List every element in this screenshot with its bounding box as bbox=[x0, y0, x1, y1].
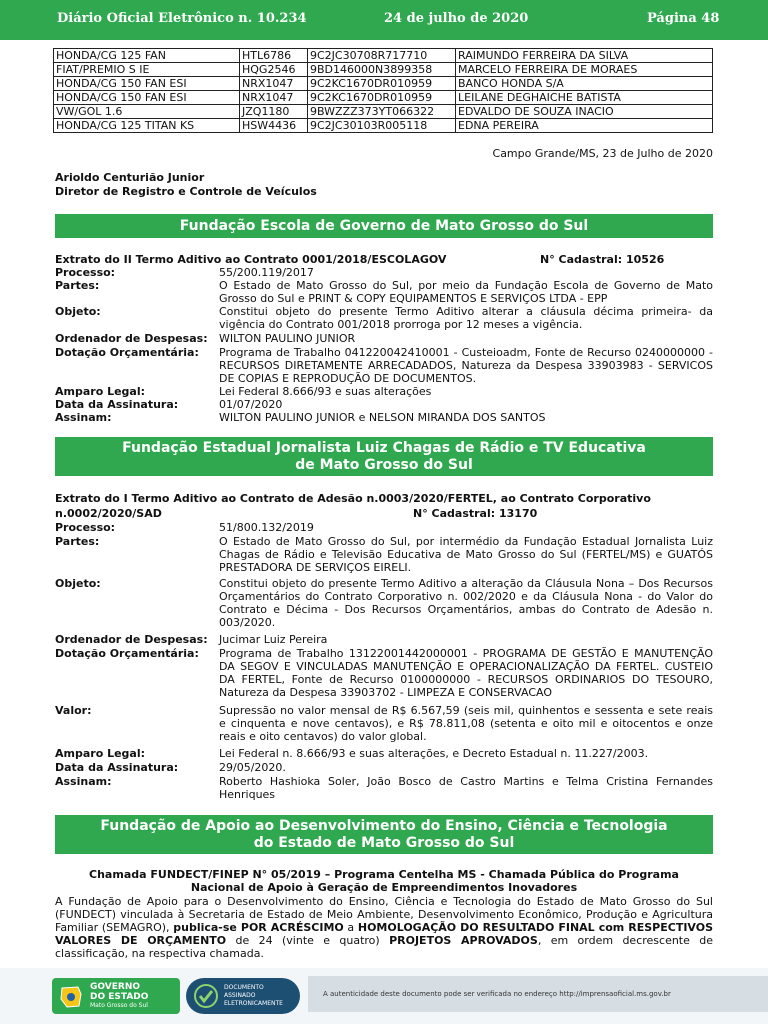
legal-basis-label: Amparo Legal: bbox=[55, 385, 146, 398]
table-cell: EDNA PEREIRA bbox=[456, 119, 713, 133]
badge-text: DOCUMENTO bbox=[224, 984, 264, 991]
table-cell: 9C2KC1670DR010959 bbox=[308, 91, 456, 105]
signature-date-label: Data da Assinatura: bbox=[55, 398, 179, 411]
signatory-name: Arioldo Centurião Junior bbox=[55, 171, 205, 184]
paragraph-emphasis: publica-se POR ACRÉSCIMO bbox=[173, 921, 344, 934]
table-cell: HSW4436 bbox=[240, 119, 308, 133]
signers-value: Roberto Hashioka Soler, João Bosco de Castro Martins e Telma Cristina Fernandes Henriques bbox=[219, 775, 713, 801]
table-cell: MARCELO FERREIRA DE MORAES bbox=[456, 63, 713, 77]
banner-line: Fundação Estadual Jornalista Luiz Chagas de Rádio e TV Educativa bbox=[122, 440, 646, 456]
object-label: Objeto: bbox=[55, 305, 101, 318]
legal-basis-value: Lei Federal 8.666/93 e suas alterações bbox=[219, 385, 432, 398]
authorizer-label: Ordenador de Despesas: bbox=[55, 633, 208, 646]
table-row bbox=[54, 49, 713, 63]
journal-date: 24 de julho de 2020 bbox=[384, 11, 529, 26]
authenticity-notice: A autenticidade deste documento pode ser verificada no endereço http://imprensaoficial.ms.gov.br bbox=[323, 990, 671, 998]
signature-date-value: 01/07/2020 bbox=[219, 398, 283, 411]
cadastral-number: N° Cadastral: 13170 bbox=[413, 507, 538, 520]
paragraph-text: de 24 (vinte e quatro) bbox=[226, 934, 390, 947]
budget-value: Programa de Trabalho 13122001442000001 - PROGRAMA DE GESTÃO E MANUTENÇÃO DA SEGOV E VINCULADAS MANUTENÇÃO E OPERACIONALIZAÇÃO DA FERTEL. CUSTEIO DA FERTEL, Fonte de Recurso 0100000000 - RECURSOS ORDINARIOS DO TESOURO, Natureza da Despesa 33903702 - LIMPEZA E CONSERVACAO bbox=[219, 647, 713, 699]
place-date: Campo Grande/MS, 23 de Julho de 2020 bbox=[492, 147, 713, 160]
budget-label: Dotação Orçamentária: bbox=[55, 346, 199, 359]
table-cell: HONDA/CG 125 TITAN KS bbox=[54, 119, 240, 133]
table-cell: HONDA/CG 150 FAN ESI bbox=[54, 77, 240, 91]
table-cell: NRX1047 bbox=[240, 77, 308, 91]
object-value: Constitui objeto do presente Termo Aditivo a alteração da Cláusula Nona – Dos Recursos Orçamentários do Contrato Corporativo n. 002/2020 e da Cláusula Nona - do Valor do Contrato e Décima - Dos Recursos Orçamentários, ambas do Contrato de Adesão n. 003/2020. bbox=[219, 577, 713, 629]
value-label: Valor: bbox=[55, 704, 92, 717]
object-value: Constitui objeto do presente Termo Aditivo alterar a cláusula décima primeira- da vigência do Contrato 001/2018 prorroga por 12 meses a vigência. bbox=[219, 305, 713, 331]
section-banner-fertel bbox=[55, 437, 713, 476]
extract-title: Extrato do II Termo Aditivo ao Contrato 0001/2018/ESCOLAGOV bbox=[55, 253, 447, 266]
call-paragraph bbox=[55, 895, 713, 960]
gov-logo-text: Mato Grosso do Sul bbox=[90, 1002, 148, 1009]
gov-logo-text: DO ESTADO bbox=[90, 992, 149, 1002]
table-cell: 9C2JC30103R005118 bbox=[308, 119, 456, 133]
call-heading-line: Chamada FUNDECT/FINEP N° 05/2019 – Programa Centelha MS - Chamada Pública do Programa bbox=[89, 868, 679, 881]
parties-value: O Estado de Mato Grosso do Sul, por intermédio da Fundação Estadual Jornalista Luiz Chagas de Rádio e Televisão Educativa de Mato Grosso do Sul (FERTEL/MS) e GUATÓS PRESTADORA DE SERVIÇOS EIRELI. bbox=[219, 535, 713, 574]
signatory-role: Diretor de Registro e Controle de Veículos bbox=[55, 185, 317, 198]
vehicle-table bbox=[53, 48, 713, 133]
authorizer-value: WILTON PAULINO JUNIOR bbox=[219, 332, 356, 345]
table-row bbox=[54, 119, 713, 133]
badge-text: ELETRONICAMENTE bbox=[224, 1000, 283, 1007]
signers-label: Assinam: bbox=[55, 775, 112, 788]
signers-label: Assinam: bbox=[55, 411, 112, 424]
journal-title: Diário Oficial Eletrônico n. 10.234 bbox=[57, 11, 307, 26]
table-row bbox=[54, 77, 713, 91]
contract-value: Supressão no valor mensal de R$ 6.567,59 (seis mil, quinhentos e sessenta e sete reais e cinquenta e nove centavos), e R$ 78.811,08 (setenta e oito mil e oitocentos e onze reais e oito centavos) do valor global. bbox=[219, 704, 713, 743]
table-cell: 9BD146000N3899358 bbox=[308, 63, 456, 77]
paragraph-text: A Fundação de Apoio para o Desenvolvimento do Ensino, Ciência e Tecnologia do Estado de Mato Grosso do Sul (FUNDECT) vinculada à Secretaria de Estado de Meio Ambiente, Desenvolvimento Econômico, Produção e Agricultura Familiar (SEMAGRO), bbox=[55, 895, 713, 934]
signers-value: WILTON PAULINO JUNIOR e NELSON MIRANDA DOS SANTOS bbox=[219, 411, 546, 424]
process-label: Processo: bbox=[55, 521, 116, 534]
extract-title: Extrato do I Termo Aditivo ao Contrato de Adesão n.0003/2020/FERTEL, ao Contrato Corporativo bbox=[55, 492, 651, 505]
table-cell: FIAT/PREMIO S IE bbox=[54, 63, 240, 77]
paragraph-text: a bbox=[343, 921, 358, 934]
paragraph-emphasis: PROJETOS APROVADOS bbox=[389, 934, 538, 947]
call-heading-line: Nacional de Apoio à Geração de Empreendimentos Inovadores bbox=[190, 881, 578, 894]
table-cell: HONDA/CG 150 FAN ESI bbox=[54, 91, 240, 105]
signature-date-label: Data da Assinatura: bbox=[55, 761, 179, 774]
table-cell: BANCO HONDA S/A bbox=[456, 77, 713, 91]
section-banner-escolagov: Fundação Escola de Governo de Mato Grosso do Sul bbox=[55, 214, 713, 238]
paragraph-text: , em ordem decrescente de classificação, na respectiva chamada. bbox=[55, 934, 714, 960]
paragraph-emphasis: HOMOLOGAÇÃO DO RESULTADO FINAL com RESPECTIVOS VALORES DE ORÇAMENTO bbox=[55, 921, 714, 947]
call-heading bbox=[55, 868, 713, 894]
table-cell: HONDA/CG 125 FAN bbox=[54, 49, 240, 63]
banner-line: do Estado de Mato Grosso do Sul bbox=[253, 835, 515, 851]
table-cell: EDVALDO DE SOUZA INACIO bbox=[456, 105, 713, 119]
process-value: 55/200.119/2017 bbox=[219, 266, 314, 279]
cadastral-number: N° Cadastral: 10526 bbox=[540, 253, 665, 266]
government-logo bbox=[52, 978, 180, 1014]
page-number: Página 48 bbox=[647, 11, 720, 26]
budget-value: Programa de Trabalho 041220042410001 - Custeioadm, Fonte de Recurso 0240000000 - RECURSOS DIRETAMENTE ARRECADADOS, Natureza da Despesa 33903983 - SERVICOS DE COPIAS E REPRODUÇÃO DE DOCUMENTOS. bbox=[219, 346, 713, 385]
process-label: Processo: bbox=[55, 266, 116, 279]
authorizer-label: Ordenador de Despesas: bbox=[55, 332, 208, 345]
table-cell: JZQ1180 bbox=[240, 105, 308, 119]
table-cell: VW/GOL 1.6 bbox=[54, 105, 240, 119]
page-footer bbox=[0, 968, 768, 1024]
section-banner-fundect bbox=[55, 815, 713, 854]
process-value: 51/800.132/2019 bbox=[219, 521, 314, 534]
object-label: Objeto: bbox=[55, 577, 101, 590]
table-cell: LEILANE DEGHAICHE BATISTA bbox=[456, 91, 713, 105]
table-row bbox=[54, 63, 713, 77]
badge-text: ASSINADO bbox=[224, 992, 256, 999]
table-row bbox=[54, 105, 713, 119]
gov-logo-text: GOVERNO bbox=[90, 982, 141, 992]
parties-label: Partes: bbox=[55, 535, 100, 548]
parties-label: Partes: bbox=[55, 279, 100, 292]
table-row bbox=[54, 91, 713, 105]
table-cell: HQG2546 bbox=[240, 63, 308, 77]
table-cell: NRX1047 bbox=[240, 91, 308, 105]
table-cell: 9C2KC1670DR010959 bbox=[308, 77, 456, 91]
signature-date-value: 29/05/2020. bbox=[219, 761, 286, 774]
table-cell: 9BWZZZ373YT066322 bbox=[308, 105, 456, 119]
state-map-icon bbox=[58, 984, 84, 1010]
table-cell: RAIMUNDO FERREIRA DA SILVA bbox=[456, 49, 713, 63]
banner-line: Fundação de Apoio ao Desenvolvimento do Ensino, Ciência e Tecnologia bbox=[100, 818, 668, 834]
table-cell: 9C2JC30708R717710 bbox=[308, 49, 456, 63]
extract-title: n.0002/2020/SAD bbox=[55, 507, 162, 520]
budget-label: Dotação Orçamentária: bbox=[55, 647, 199, 660]
legal-basis-label: Amparo Legal: bbox=[55, 747, 146, 760]
authorizer-value: Jucimar Luiz Pereira bbox=[219, 633, 328, 646]
table-cell: HTL6786 bbox=[240, 49, 308, 63]
legal-basis-value: Lei Federal n. 8.666/93 e suas alterações, e Decreto Estadual n. 11.227/2003. bbox=[219, 747, 649, 760]
checkmark-icon bbox=[194, 984, 218, 1008]
e-signature-badge bbox=[186, 978, 300, 1014]
banner-line: de Mato Grosso do Sul bbox=[295, 457, 473, 473]
journal-header bbox=[0, 0, 768, 40]
parties-value: O Estado de Mato Grosso do Sul, por meio da Fundação Escola de Governo de Mato Grosso do Sul e PRINT & COPY EQUIPAMENTOS E SERVIÇOS LTDA - EPP bbox=[219, 279, 713, 305]
